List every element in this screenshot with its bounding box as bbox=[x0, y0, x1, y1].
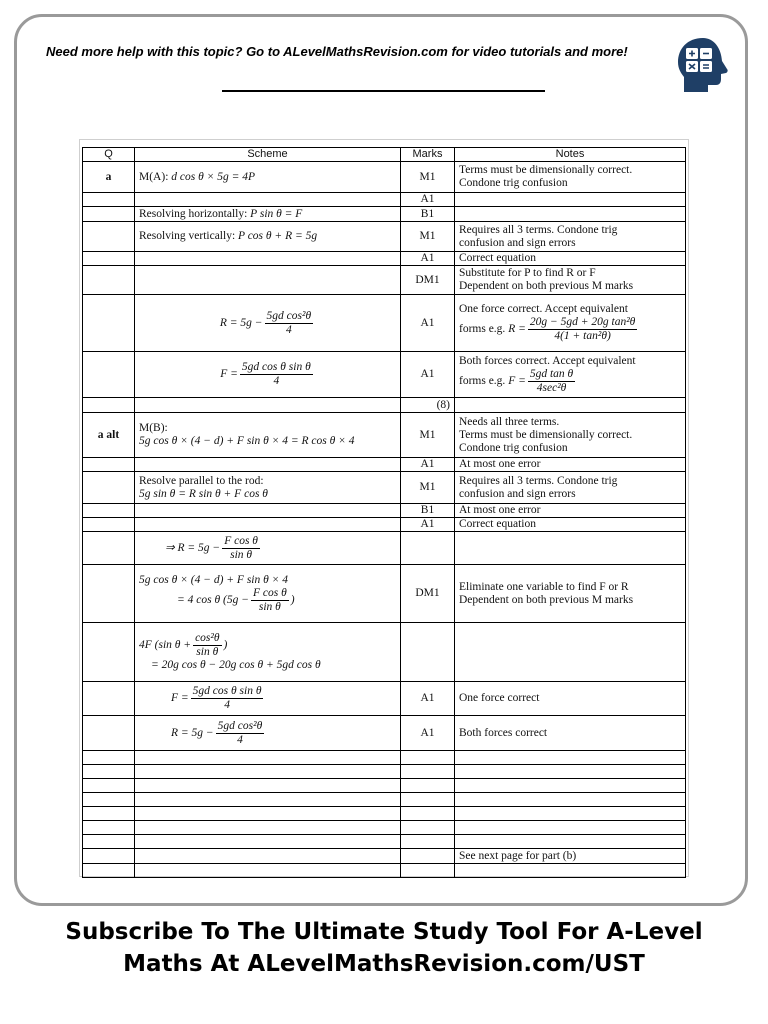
table-row bbox=[83, 532, 686, 565]
note-line: confusion and sign errors bbox=[459, 487, 576, 500]
notes-cell: Correct equation bbox=[455, 518, 686, 532]
marks-cell: M1 bbox=[401, 162, 455, 193]
fraction bbox=[265, 310, 314, 337]
marks-cell: A1 bbox=[401, 518, 455, 532]
marks-cell: B1 bbox=[401, 504, 455, 518]
marks-total-cell: (8) bbox=[401, 398, 455, 413]
table-row bbox=[83, 352, 686, 398]
table-row bbox=[83, 623, 686, 682]
note-line: Requires all 3 terms. Condone trig bbox=[459, 223, 618, 236]
fraction-denominator: 4 bbox=[237, 733, 243, 746]
scheme-cell bbox=[135, 413, 401, 458]
table-row bbox=[83, 458, 686, 472]
mark-scheme-table bbox=[82, 147, 686, 878]
scheme-equation: 5g cos θ × (4 − d) + F sin θ × 4 = R cos θ × 4 bbox=[139, 435, 355, 447]
scheme-cell bbox=[135, 716, 401, 751]
fraction bbox=[528, 316, 637, 343]
table-row bbox=[83, 751, 686, 765]
table-row bbox=[83, 193, 686, 207]
fraction-denominator: 4 bbox=[224, 699, 230, 711]
equation-lhs: ⇒ R = 5g − bbox=[165, 541, 221, 554]
scheme-equation: = 20g cos θ − 20g cos θ + 5gd cos θ bbox=[151, 659, 321, 671]
scheme-cell bbox=[135, 295, 401, 352]
fraction bbox=[216, 720, 265, 747]
notes-cell: At most one error bbox=[455, 504, 686, 518]
table-row bbox=[83, 504, 686, 518]
scheme-cell bbox=[135, 472, 401, 504]
marks-cell: A1 bbox=[401, 682, 455, 716]
note-line: Substitute for P to find R or F bbox=[459, 267, 596, 279]
fraction bbox=[193, 632, 221, 659]
header-notes: Notes bbox=[455, 148, 686, 162]
notes-cell bbox=[455, 472, 686, 504]
table-row bbox=[83, 565, 686, 623]
scheme-cell bbox=[135, 352, 401, 398]
scheme-equation: 5g cos θ × (4 − d) + F sin θ × 4 bbox=[139, 573, 289, 586]
fraction-numerator: 20g − 5gd + 20g tan²θ bbox=[529, 316, 636, 328]
note-line: forms e.g. R = $\frac{\text{20g − 5gd + 20g tan²θ}}{\text{4(1 + tan²θ)}}$ bbox=[459, 316, 636, 342]
subscribe-footer bbox=[0, 916, 768, 980]
footer-line-2: Maths At ALevelMathsRevision.com/UST bbox=[123, 951, 645, 977]
notes-cell bbox=[455, 266, 686, 295]
table-header-row bbox=[83, 148, 686, 162]
table-row bbox=[83, 835, 686, 849]
scheme-equation: 4F (sin θ + $\frac{\text{cos²θ}}{\text{sin θ}}$ ) bbox=[139, 632, 228, 658]
note-line: Both forces correct. Accept equivalent bbox=[459, 354, 636, 367]
table-row bbox=[83, 162, 686, 193]
fraction-numerator: 5gd tan θ bbox=[529, 367, 574, 380]
fraction-denominator: sin θ bbox=[230, 548, 253, 561]
scheme-cell bbox=[135, 565, 401, 623]
question-label: a alt bbox=[83, 413, 135, 458]
marks-cell: A1 bbox=[401, 352, 455, 398]
fraction-denominator: sin θ bbox=[258, 600, 281, 613]
table-row bbox=[83, 207, 686, 222]
note-line: Condone trig confusion bbox=[459, 441, 568, 454]
notes-cell bbox=[455, 222, 686, 252]
scheme-prefix: Resolving horizontally: bbox=[139, 207, 248, 220]
head-with-calculator-icon bbox=[674, 36, 732, 94]
scheme-cell bbox=[135, 222, 401, 252]
notes-cell: One force correct bbox=[455, 682, 686, 716]
notes-cell: Correct equation bbox=[455, 252, 686, 266]
table-row bbox=[83, 779, 686, 793]
fraction bbox=[528, 368, 575, 395]
equation-lhs: F = bbox=[220, 368, 238, 381]
note-line: Needs all three terms. bbox=[459, 415, 560, 428]
scheme-cell bbox=[135, 162, 401, 193]
scheme-equation: = 4 cos θ (5g − $\frac{\text{F cos θ}}{\text{sin θ}}$ ) bbox=[177, 586, 295, 613]
scheme-cell bbox=[135, 532, 401, 565]
fraction-numerator: 5gd cos θ sin θ bbox=[241, 361, 311, 373]
fraction-numerator: F cos θ bbox=[252, 586, 287, 599]
fraction-denominator: 4 bbox=[285, 323, 292, 336]
notes-cell: At most one error bbox=[455, 458, 686, 472]
header-divider bbox=[222, 90, 545, 92]
equation-lhs: R = 5g − bbox=[171, 726, 214, 739]
fraction-numerator: F cos θ bbox=[224, 534, 258, 547]
table-row bbox=[83, 398, 686, 413]
table-row bbox=[83, 295, 686, 352]
fraction-numerator: cos²θ bbox=[195, 632, 220, 644]
table-row bbox=[83, 266, 686, 295]
notes-cell bbox=[455, 352, 686, 398]
scheme-cell bbox=[135, 682, 401, 716]
table-row bbox=[83, 682, 686, 716]
mark-scheme-page bbox=[80, 140, 688, 876]
scheme-equation: P sin θ = F bbox=[250, 207, 303, 220]
marks-cell: A1 bbox=[401, 458, 455, 472]
marks-cell: A1 bbox=[401, 193, 455, 207]
table-row bbox=[83, 765, 686, 779]
scheme-line: Resolve parallel to the rod: bbox=[139, 474, 264, 487]
marks-cell: M1 bbox=[401, 413, 455, 458]
marks-cell: M1 bbox=[401, 222, 455, 252]
table-row bbox=[83, 472, 686, 504]
marks-cell: M1 bbox=[401, 472, 455, 504]
next-page-note: See next page for part (b) bbox=[455, 849, 686, 864]
header-q: Q bbox=[83, 148, 135, 162]
fraction bbox=[251, 587, 289, 614]
marks-cell: DM1 bbox=[401, 565, 455, 623]
note-line: Dependent on both previous M marks bbox=[459, 280, 634, 292]
fraction-denominator: 4sec²θ bbox=[536, 381, 567, 394]
scheme-cell bbox=[135, 207, 401, 222]
table-row bbox=[83, 518, 686, 532]
help-banner-text: Need more help with this topic? Go to ALevelMathsRevision.com for video tutorials and more! bbox=[46, 44, 628, 59]
notes-cell bbox=[455, 162, 686, 193]
note-line: confusion and sign errors bbox=[459, 236, 576, 249]
note-line: Dependent on both previous M marks bbox=[459, 593, 634, 606]
table-row bbox=[83, 821, 686, 835]
note-line: Terms must be dimensionally correct. bbox=[459, 164, 633, 176]
fraction bbox=[240, 361, 313, 388]
marks-cell: DM1 bbox=[401, 266, 455, 295]
marks-cell: A1 bbox=[401, 295, 455, 352]
marks-cell: A1 bbox=[401, 252, 455, 266]
scheme-cell bbox=[135, 623, 401, 682]
question-label: a bbox=[83, 162, 135, 193]
note-line: forms e.g. F = $\frac{\text{5gd tan θ}}{\text{4sec²θ}}$ bbox=[459, 367, 574, 394]
fraction-denominator: sin θ bbox=[196, 646, 219, 658]
header-scheme: Scheme bbox=[135, 148, 401, 162]
equation-lhs: R = 5g − bbox=[219, 316, 263, 329]
fraction-numerator: 5gd cos²θ bbox=[266, 309, 312, 322]
note-line: One force correct. Accept equivalent bbox=[459, 303, 628, 315]
fraction-numerator: 5gd cos²θ bbox=[217, 719, 263, 732]
fraction-denominator: 4 bbox=[273, 375, 280, 387]
equation-lhs: F = bbox=[171, 692, 189, 705]
fraction bbox=[222, 535, 260, 562]
header-marks: Marks bbox=[401, 148, 455, 162]
table-row bbox=[83, 413, 686, 458]
note-line: Condone trig confusion bbox=[459, 177, 568, 189]
footer-line-1: Subscribe To The Ultimate Study Tool For A-Level bbox=[65, 919, 703, 945]
scheme-equation: 5g sin θ = R sin θ + F cos θ bbox=[139, 487, 268, 500]
note-line: Requires all 3 terms. Condone trig bbox=[459, 474, 618, 487]
note-line: Terms must be dimensionally correct. bbox=[459, 428, 633, 441]
scheme-equation: d cos θ × 5g = 4P bbox=[171, 170, 256, 183]
notes-cell bbox=[455, 413, 686, 458]
table-row bbox=[83, 807, 686, 821]
table-row bbox=[83, 864, 686, 878]
table-row bbox=[83, 252, 686, 266]
table-row bbox=[83, 793, 686, 807]
scheme-equation: P cos θ + R = 5g bbox=[238, 230, 318, 242]
fraction bbox=[191, 685, 264, 712]
table-row bbox=[83, 849, 686, 864]
marks-cell: B1 bbox=[401, 207, 455, 222]
notes-cell: Both forces correct bbox=[455, 716, 686, 751]
scheme-prefix: Resolving vertically: bbox=[139, 230, 236, 242]
table-row bbox=[83, 222, 686, 252]
note-line: Eliminate one variable to find F or R bbox=[459, 580, 629, 593]
scheme-prefix: M(A): bbox=[139, 170, 169, 183]
fraction-numerator: 5gd cos θ sin θ bbox=[192, 685, 262, 697]
table-row bbox=[83, 716, 686, 751]
notes-cell bbox=[455, 565, 686, 623]
scheme-line: M(B): bbox=[139, 422, 168, 434]
notes-cell bbox=[455, 295, 686, 352]
marks-cell: A1 bbox=[401, 716, 455, 751]
fraction-denominator: 4(1 + tan²θ) bbox=[554, 330, 611, 342]
